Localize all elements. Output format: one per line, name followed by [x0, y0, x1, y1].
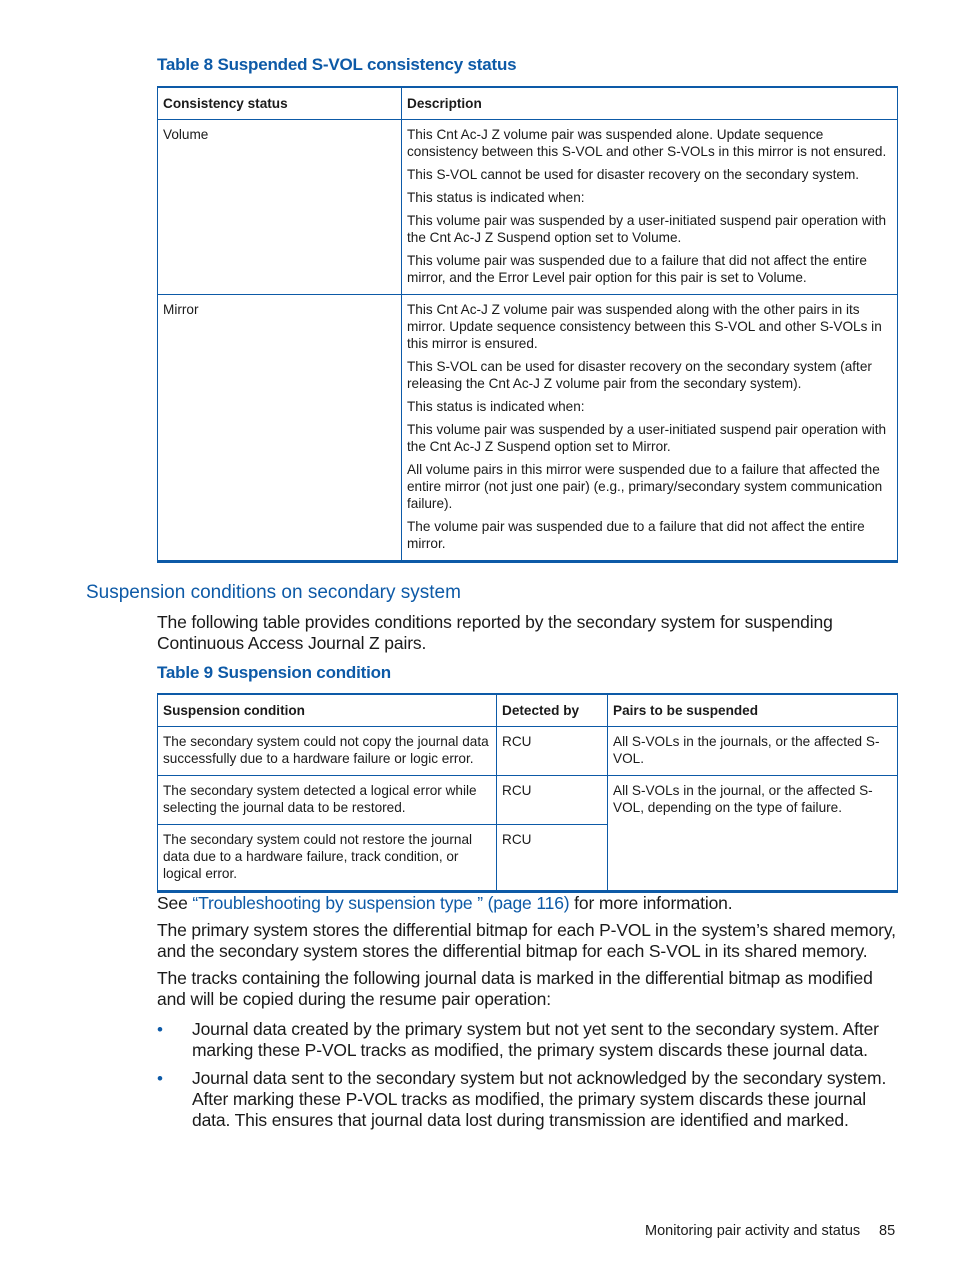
see-suffix: for more information.	[569, 893, 733, 913]
description-paragraph: This volume pair was suspended by a user-initiated suspend pair operation with the Cnt Ac-J Z Suspend option set to Volume.	[407, 213, 887, 245]
status-cell: Volume	[158, 120, 402, 295]
condition-cell: The secondary system detected a logical error while selecting the journal data to be restored.	[158, 776, 497, 825]
bitmap-paragraph: The primary system stores the differential bitmap for each P-VOL in the system’s shared memory, and the secondary system stores the differential bitmap for each S-VOL in its shared memory.	[157, 920, 896, 961]
description-paragraph: This Cnt Ac-J Z volume pair was suspended alone. Update sequence consistency between this S-VOL and other S-VOLs in this mirror is not ensured.	[407, 127, 887, 159]
condition-cell: The secondary system could not copy the journal data successfully due to a hardware failure or logic error.	[158, 727, 497, 776]
table-9-caption: Table 9 Suspension condition	[157, 663, 391, 682]
section-heading: Suspension conditions on secondary system	[86, 582, 461, 603]
suspension-condition-table	[157, 693, 898, 893]
list-item-text: Journal data sent to the secondary system but not acknowledged by the secondary system. After marking these P-VOL tracks as modified, the primary system discards these journal data. This ensures that journal data lost during transmission are identified and marked.	[192, 1068, 887, 1130]
column-header-consistency-status: Consistency status	[158, 87, 402, 120]
detected-by-cell: RCU	[497, 825, 608, 892]
table-row	[158, 120, 898, 295]
description-paragraph: All volume pairs in this mirror were suspended due to a failure that affected the entire mirror (not just one pair) (e.g., primary/secondary system communication failure).	[407, 462, 883, 511]
table-row	[158, 727, 898, 776]
pairs-cell: All S-VOLs in the journals, or the affected S-VOL.	[608, 727, 898, 776]
column-header-description: Description	[402, 87, 898, 120]
list-item-text: Journal data created by the primary system but not yet sent to the secondary system. After marking these P-VOL tracks as modified, the primary system discards these journal data.	[192, 1019, 879, 1060]
page-number: 85	[879, 1223, 896, 1239]
see-prefix: See	[157, 893, 193, 913]
journal-data-list	[157, 1019, 902, 1138]
list-item	[157, 1068, 902, 1131]
detected-by-cell: RCU	[497, 776, 608, 825]
table-header-row	[158, 87, 898, 120]
column-header-detected-by: Detected by	[497, 694, 608, 727]
troubleshooting-link[interactable]: “Troubleshooting by suspension type ” (page 116)	[192, 893, 570, 913]
column-header-pairs-to-be-suspended: Pairs to be suspended	[608, 694, 898, 727]
table-8-caption: Table 8 Suspended S-VOL consistency status	[157, 55, 517, 74]
table-row	[158, 295, 898, 562]
description-cell	[402, 120, 898, 295]
consistency-status-table	[157, 86, 898, 563]
table-row	[158, 776, 898, 825]
description-paragraph: This S-VOL can be used for disaster recovery on the secondary system (after releasing the Cnt Ac-J Z volume pair from the secondary system).	[407, 359, 872, 391]
description-paragraph: This S-VOL cannot be used for disaster recovery on the secondary system.	[407, 167, 860, 182]
description-paragraph: This status is indicated when:	[407, 399, 585, 414]
list-item	[157, 1019, 902, 1061]
bullet-icon: •	[157, 1069, 163, 1088]
detected-by-cell: RCU	[497, 727, 608, 776]
see-also-paragraph	[157, 893, 902, 914]
condition-cell: The secondary system could not restore the journal data due to a hardware failure, track condition, or logical error.	[158, 825, 497, 892]
bullet-icon: •	[157, 1020, 163, 1039]
table-header-row	[158, 694, 898, 727]
description-paragraph: This Cnt Ac-J Z volume pair was suspended along with the other pairs in its mirror. Update sequence consistency between this S-VOL and other S-VOLs in this mirror is ensured.	[407, 302, 882, 351]
description-paragraph: This volume pair was suspended due to a failure that did not affect the entire mirror, and the Error Level pair option for this pair is set to Volume.	[407, 253, 867, 285]
description-paragraph: This status is indicated when:	[407, 190, 585, 205]
tracks-paragraph: The tracks containing the following journal data is marked in the differential bitmap as modified and will be copied during the resume pair operation:	[157, 968, 873, 1009]
description-paragraph: This volume pair was suspended by a user-initiated suspend pair operation with the Cnt Ac-J Z Suspend option set to Mirror.	[407, 422, 887, 454]
status-cell: Mirror	[158, 295, 402, 562]
pairs-cell: All S-VOLs in the journal, or the affected S-VOL, depending on the type of failure.	[608, 776, 898, 892]
description-cell	[402, 295, 898, 562]
column-header-suspension-condition: Suspension condition	[158, 694, 497, 727]
section-intro: The following table provides conditions reported by the secondary system for suspending Continuous Access Journal Z pairs.	[157, 612, 833, 653]
footer-title: Monitoring pair activity and status	[645, 1223, 861, 1239]
description-paragraph: The volume pair was suspended due to a failure that did not affect the entire mirror.	[407, 519, 865, 551]
